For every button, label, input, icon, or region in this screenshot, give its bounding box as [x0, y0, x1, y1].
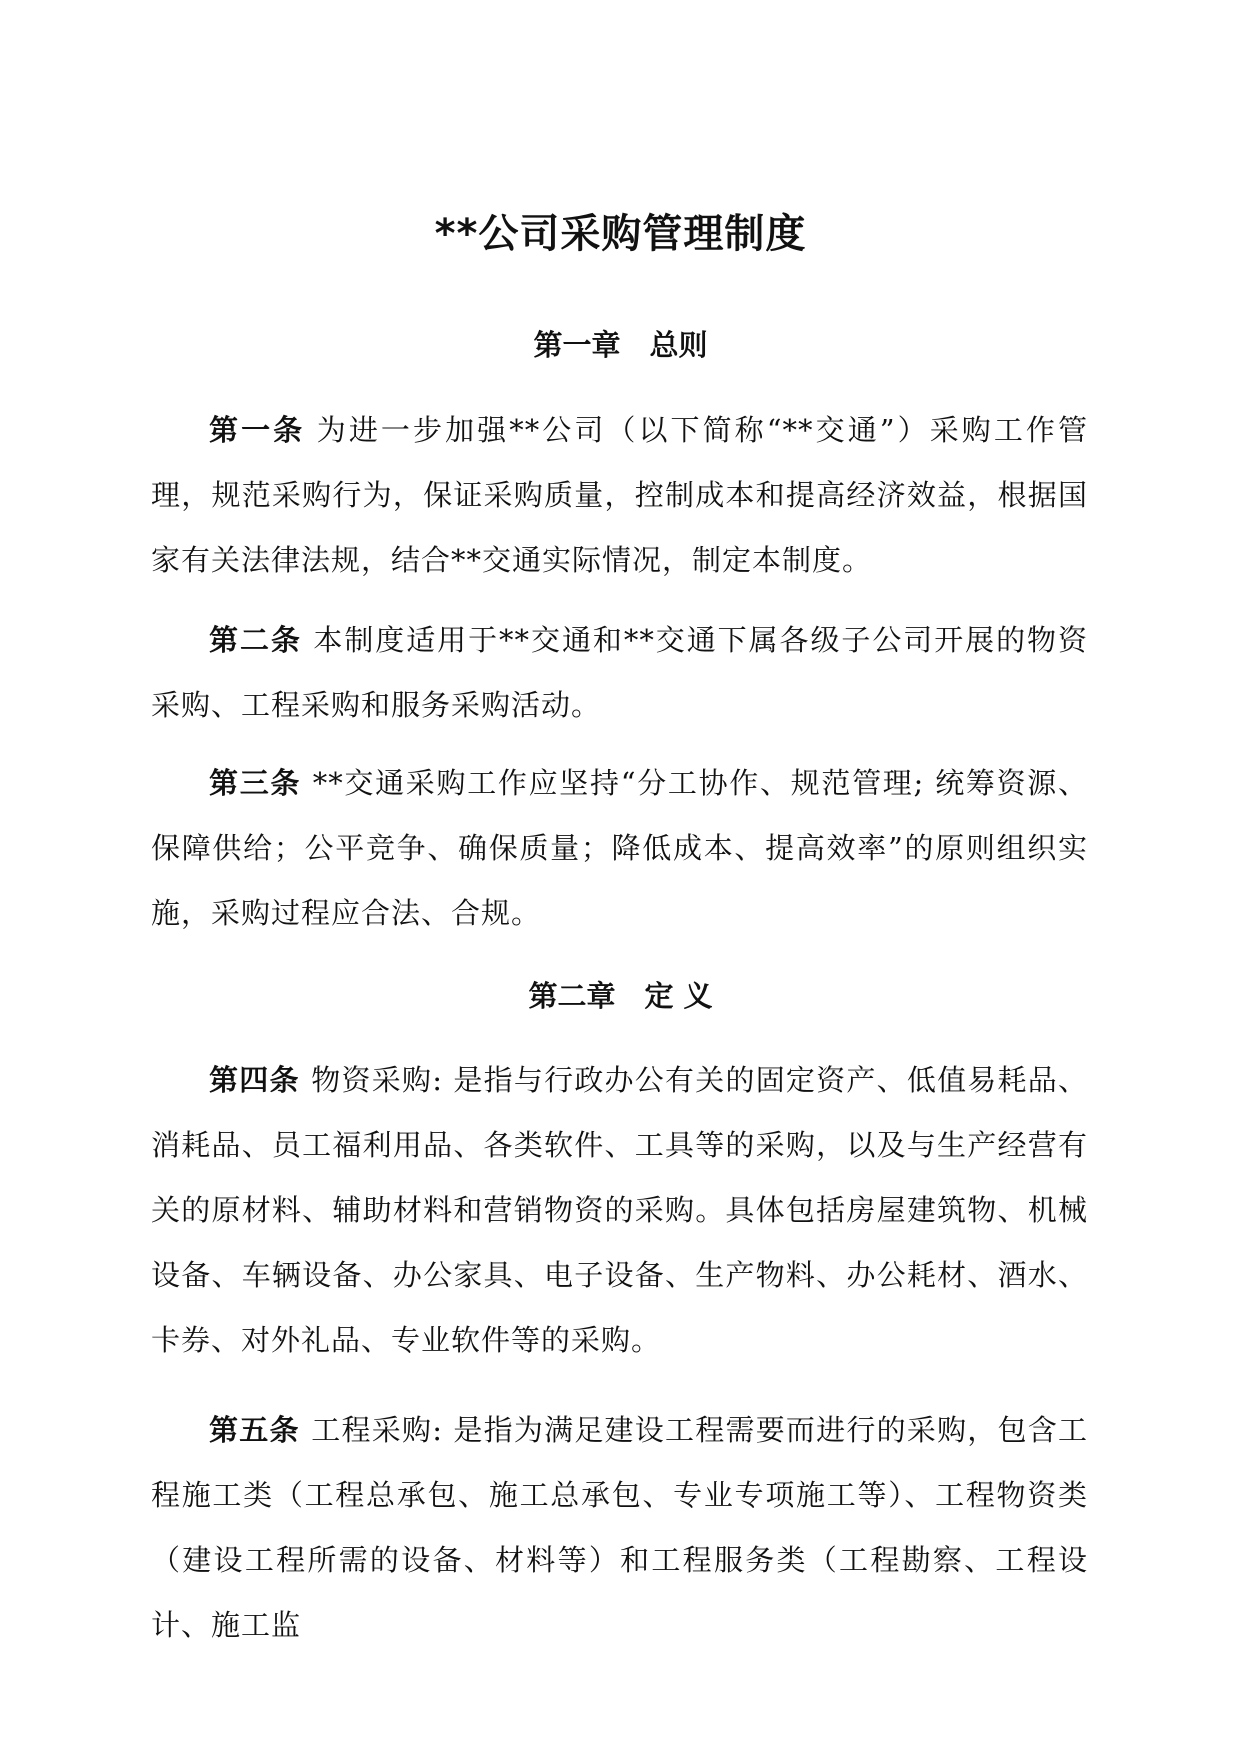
- article-text: 为进一步加强**公司（以下简称“**交通”）采购工作管理，规范采购行为，保证采购质量，控制成本和提高经济效益，根据国家有关法律法规，结合**交通实际情况，制定本制度。: [151, 413, 1088, 577]
- article-text: 工程采购: 是指为满足建设工程需要而进行的采购，包含工程施工类（工程总承包、施工总承包、专业专项施工等）、工程物资类（建设工程所需的设备、材料等）和工程服务类（工程勘察、工程设计、施工监: [151, 1413, 1088, 1642]
- chapter-heading-2: 第二章 定 义: [528, 979, 713, 1013]
- article-5: [151, 1398, 1088, 1658]
- article-text: 物资采购: 是指与行政办公有关的固定资产、低值易耗品、消耗品、员工福利用品、各类软件、工具等的采购，以及与生产经营有关的原材料、辅助材料和营销物资的采购。具体包括房屋建筑物、机械设备、车辆设备、办公家具、电子设备、生产物料、办公耗材、酒水、卡券、对外礼品、专业软件等的采购。: [151, 1063, 1088, 1357]
- article-number: 第三条: [209, 766, 302, 800]
- article-1: [151, 398, 1088, 593]
- article-3: [151, 751, 1088, 946]
- article-number: 第一条: [209, 413, 306, 447]
- chapter-heading-1: 第一章 总则: [533, 328, 708, 362]
- article-number: 第四条: [209, 1063, 300, 1097]
- article-text: 本制度适用于**交通和**交通下属各级子公司开展的物资采购、工程采购和服务采购活动。: [151, 623, 1088, 722]
- article-number: 第二条: [209, 623, 302, 657]
- article-2: [151, 608, 1088, 738]
- article-text: **交通采购工作应坚持“分工协作、规范管理; 统筹资源、保障供给；公平竞争、确保质量；降低成本、提高效率”的原则组织实施，采购过程应合法、合规。: [151, 766, 1088, 930]
- article-number: 第五条: [209, 1413, 300, 1447]
- article-4: [151, 1048, 1088, 1373]
- document-title: **公司采购管理制度: [434, 211, 807, 257]
